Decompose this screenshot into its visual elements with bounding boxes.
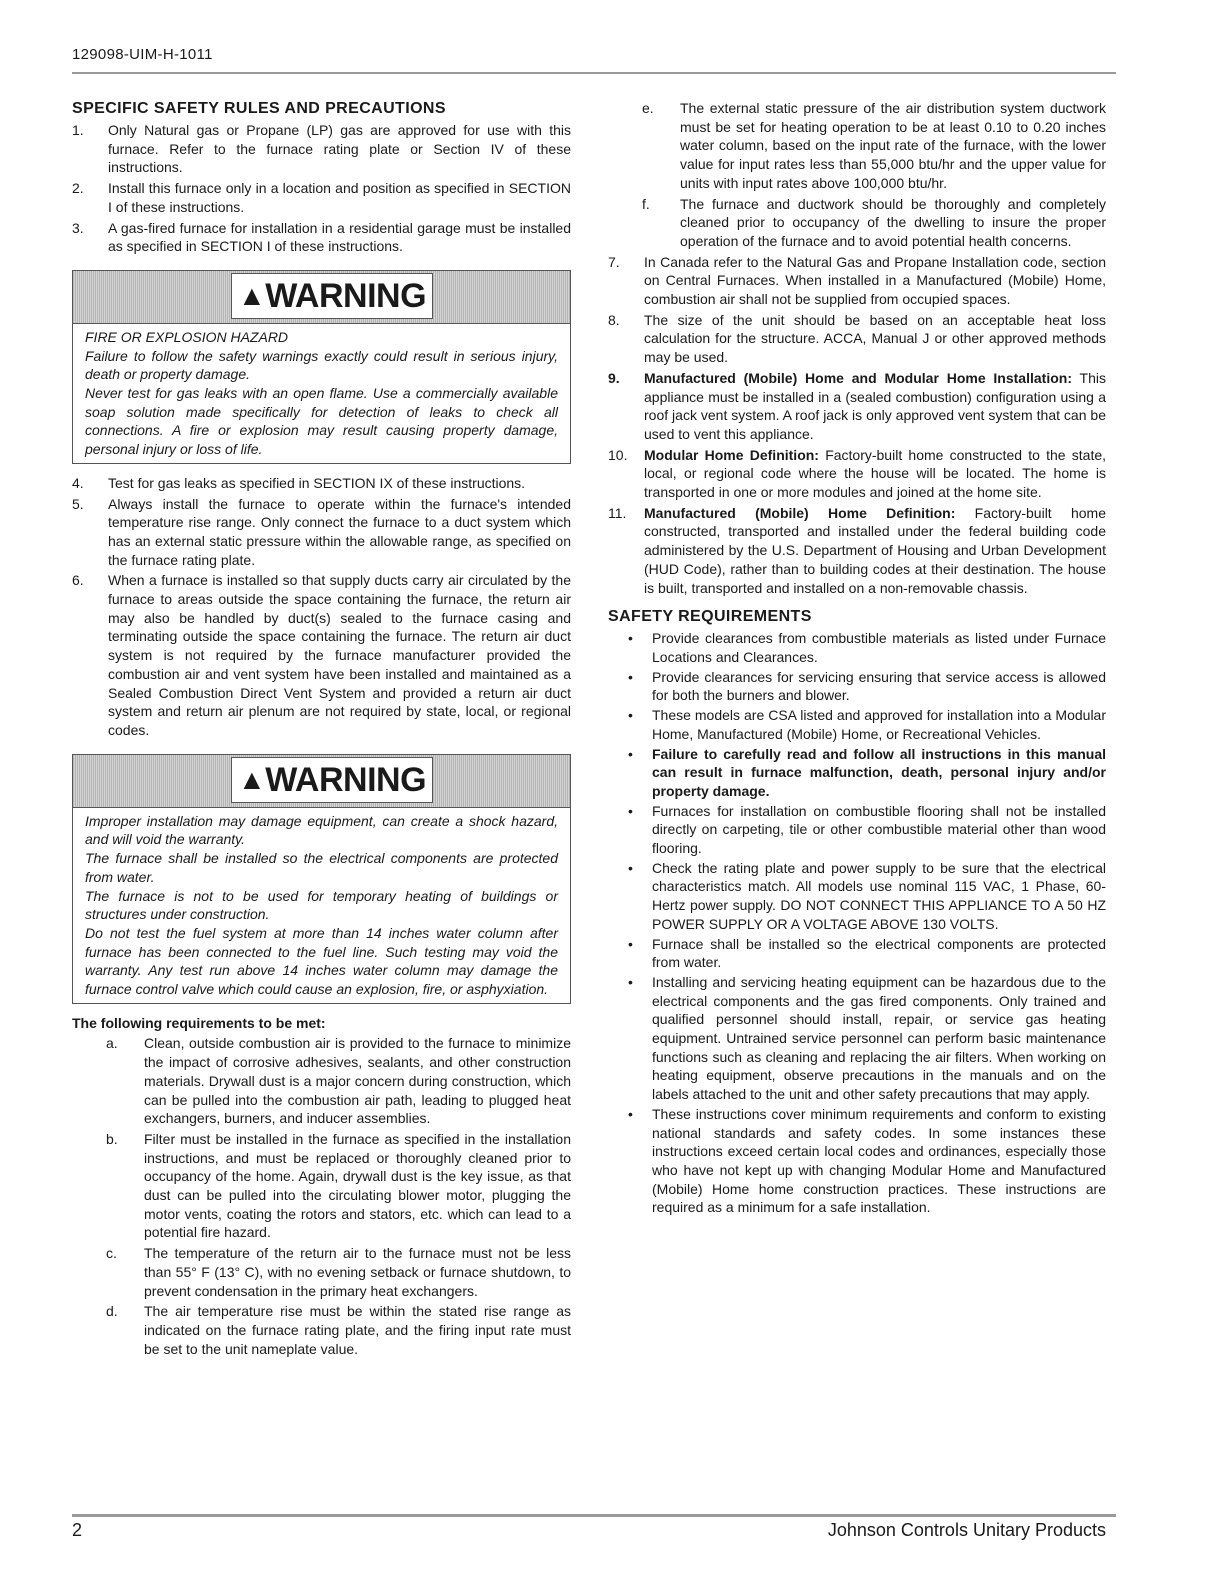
header-rule [72,72,1116,74]
page-number: 2 [72,1520,83,1540]
bullet-item [626,973,1106,1104]
bullet-icon: • [628,1105,633,1122]
item-number: 9. [608,369,620,386]
bullet-text: Provide clearances from combustible materials as listed under Furnace Locations and Clearances. [652,630,1106,665]
warning-label-text: WARNING [265,276,427,315]
item-text: Only Natural gas or Propane (LP) gas are approved for use with this furnace. Refer to the furnace rating plate or Section IV of these instructions. [108,122,571,176]
bullet-text: Failure to carefully read and follow all instructions in this manual can result in furnace malfunction, death, personal injury and/or property damage. [652,745,1106,799]
warning-line: Improper installation may damage equipment, can create a shock hazard, and will void the warranty. [85,812,558,848]
list-item [106,1130,571,1242]
numbered-list [608,253,1106,598]
item-body: This appliance must be installed in a (sealed combustion) configuration using a roof jack vent system. A roof jack is only approved vent system that can be used to vent this appliance. [644,369,1106,442]
warning-line: Never test for gas leaks with an open flame. Use a commercially available soap solution made specifically for detection of leaks to check all connections. A fire or explosion may result causing property damage, personal injury or loss of life. [85,385,558,458]
list-item [72,219,571,256]
bullet-icon: • [628,802,633,819]
requirements-heading: The following requirements to be met: [72,1014,326,1031]
bullet-icon: • [628,973,633,990]
list-item [608,446,1106,502]
section-heading: SPECIFIC SAFETY RULES AND PRECAUTIONS [72,100,446,117]
list-item [72,179,571,216]
warning-header [73,271,570,324]
bullet-text: Check the rating plate and power supply to be sure that the electrical characteristics match. All models use nominal 115 VAC, 1 Phase, 60-Hertz power supply. DO NOT CONNECT THIS APPLIANCE TO A 50 HZ POWER SUPPLY OR A VOLTAGE ABOVE 130 VOLTS. [652,859,1106,932]
section-heading: SAFETY REQUIREMENTS [608,608,812,626]
item-number: 2. [72,180,84,197]
warning-header [73,755,570,808]
right-column [608,99,1106,1218]
bullet-icon: • [628,630,633,647]
list-item [642,195,1106,251]
list-item [72,474,571,493]
item-text: Test for gas leaks as specified in SECTION IX of these instructions. [108,474,526,491]
item-text: The furnace and ductwork should be thoroughly and completely cleaned prior to occupancy of the dwelling to insure the proper operation of the furnace and to avoid potential health concerns. [680,195,1106,249]
warning-triangle-icon: ▲ [238,763,266,795]
bullet-text: Furnace shall be installed so the electrical components are protected from water. [652,935,1106,971]
list-item [106,1034,571,1128]
warning-body [73,808,570,1003]
item-term: Manufactured (Mobile) Home Definition: [644,504,956,521]
bullet-text: Installing and servicing heating equipment can be hazardous due to the electrical components and the gas fired components. Only trained and qualified personnel should install, repair, or service gas heating equipment. Untrained service personnel can perform basic maintenance functions such as cleaning and replacing the air filters. When working on heating equipment, observe precautions in the manuals and on the labels attached to the unit and other safety precautions that may apply. [652,973,1106,1103]
item-text: A gas-fired furnace for installation in a residential garage must be installed as specified in SECTION I of these instructions. [108,219,571,255]
warning-line: FIRE OR EXPLOSION HAZARD [85,328,289,345]
item-number: 5. [72,495,84,512]
list-item [642,99,1106,193]
bullet-icon: • [628,935,633,952]
item-body: The size of the unit should be based on an acceptable heat loss calculation for the structure. ACCA, Manual J or other approved methods may be used. [644,311,1106,366]
item-text [644,446,1106,502]
warning-label-text: WARNING [265,760,427,799]
bullet-item [626,859,1106,934]
warning-body [73,324,570,463]
item-text: Clean, outside combustion air is provided to the furnace to minimize the impact of corrosive adhesives, sealants, and other construction materials. Drywall dust is a major concern during construction, which can be pulled into the combustion air path, leading to plugged heat exchangers, burners, and inducer assemblies. [144,1035,571,1127]
list-item [106,1302,571,1358]
list-item [72,571,571,739]
item-letter: c. [106,1245,117,1262]
item-body: In Canada refer to the Natural Gas and Propane Installation code, section on Central Furnaces. When installed in a Manufactured (Mobile) Home, combustion air shall not be supplied from occupied spaces. [644,253,1106,308]
item-text [644,369,1106,444]
item-text [644,253,1106,309]
warning-box-fire [72,270,571,464]
item-text [644,311,1106,367]
warning-box-installation [72,754,571,1004]
item-number: 10. [608,446,628,463]
warning-label [231,273,433,319]
item-term: Manufactured (Mobile) Home and Modular Home Installation: [644,369,1072,386]
bullet-icon: • [628,745,633,762]
item-number: 3. [72,219,84,236]
list-item [106,1244,571,1300]
document-code: 129098-UIM-H-1011 [72,46,213,63]
bullet-item [626,935,1106,972]
item-number: 11. [608,504,627,521]
item-number: 1. [72,122,84,138]
bullet-text: Furnaces for installation on combustible flooring shall not be installed directly on carpeting, tile or other combustible material other than wood flooring. [652,802,1106,857]
footer-rule [72,1514,1116,1517]
bullet-item [626,745,1106,801]
left-column [72,99,571,1360]
bullet-list [608,629,1106,1217]
bullet-item [626,802,1106,858]
list-item [608,253,1106,309]
list-item [608,369,1106,444]
item-number: 7. [608,253,620,270]
item-term: Modular Home Definition: [644,446,819,463]
bullet-icon: • [628,668,633,685]
list-item [72,121,571,177]
bullet-item [626,706,1106,743]
item-number: 6. [72,572,84,589]
numbered-list [72,121,571,256]
item-number: 4. [72,474,84,491]
item-text [644,504,1106,598]
warning-line: Do not test the fuel system at more than 14 inches water column after furnace has been connected to the fuel line. Such testing may void the warranty. Any test run above 14 inches water column may damage the furnace control valve which could cause an explosion, fire, or asphyxiation. [85,924,558,998]
item-text: Install this furnace only in a location and position as specified in SECTION I of these instructions. [108,180,571,215]
bullet-text: These instructions cover minimum requirements and conform to existing national standards and safety codes. In some instances these instructions exceed certain local codes and ordinances, especially those who have not kept up with changing Modular Home and Manufactured (Mobile) Home home construction practices. These instructions are required as a minimum for a safe installation. [652,1105,1106,1216]
numbered-list [72,474,571,740]
item-body: Factory-built home constructed to the state, local, or regional code where the house will be located. The home is transported in one or more modules and joined at the home site. [644,446,1107,501]
item-text: Filter must be installed in the furnace as specified in the installation instructions, and must be replaced or thoroughly cleaned prior to occupancy of the home. Again, drywall dust is the key issue, as that dust can be pulled into the circulating blower motor, plugging the motor vents, coating the rotors and stators, etc. which can lead to a potential fire hazard. [144,1130,571,1241]
warning-line: The furnace shall be installed so the electrical components are protected from water. [85,850,558,885]
bullet-item [626,629,1106,666]
item-letter: e. [642,100,654,116]
item-text: When a furnace is installed so that supply ducts carry air circulated by the furnace to areas outside the space containing the furnace, the return air may also be handled by duct(s) sealed to the furnace casing and terminating outside the space containing the furnace. The return air duct system is not required by the furnace manufacturer provided the combustion air and vent system have been installed and maintained as a Sealed Combustion Direct Vent System and provided a return air duct system and return air plenum are not required by state, local, or regional codes. [108,572,571,738]
item-number: 8. [608,311,620,328]
item-text: The external static pressure of the air distribution system ductwork must be set for heating operation to be at least 0.10 to 0.20 inches water column, based on the input rate of the furnace, with the lower value for input rates less than 55,000 btu/hr and the upper value for units with input rates above 100,000 btu/hr. [680,100,1106,191]
bullet-text: Provide clearances for servicing ensuring that service access is allowed for both the burners and blower. [652,668,1106,704]
lettered-list [608,99,1106,251]
item-letter: b. [106,1130,118,1147]
bullet-text: These models are CSA listed and approved for installation into a Modular Home, Manufactured (Mobile) Home, or Recreational Vehicles. [652,707,1106,742]
bullet-icon: • [628,859,633,876]
list-item [608,504,1106,598]
bullet-icon: • [628,707,633,724]
list-item [72,495,571,570]
warning-label [231,757,433,803]
item-text: Always install the furnace to operate within the furnace's intended temperature rise range. Only connect the furnace to a duct system which has an external static pressure within the allowable range, as specified on the furnace rating plate. [108,495,571,568]
warning-line: The furnace is not to be used for temporary heating of buildings or structures under construction. [85,887,558,923]
item-letter: a. [106,1035,118,1052]
lettered-list [72,1034,571,1358]
list-item [608,311,1106,367]
warning-line: Failure to follow the safety warnings exactly could result in serious injury, death or property damage. [85,347,558,383]
warning-triangle-icon: ▲ [238,279,266,311]
item-letter: d. [106,1303,118,1320]
bullet-item [626,1105,1106,1217]
item-body: Factory-built home constructed, transported and installed under the federal building code administered by the U.S. Department of Housing and Urban Development (HUD Code), rather than to building codes at their destination. The house is built, transported and installed on a non-removable chassis. [644,504,1106,596]
item-text: The air temperature rise must be within the stated rise range as indicated on the furnace rating plate, and the firing input rate must be set to the unit nameplate value. [144,1303,571,1357]
bullet-item [626,668,1106,705]
item-letter: f. [642,195,650,212]
item-text: The temperature of the return air to the furnace must not be less than 55° F (13° C), with no evening setback or furnace shutdown, to prevent condensation in the primary heat exchangers. [144,1245,571,1299]
footer-company: Johnson Controls Unitary Products [827,1520,1106,1540]
